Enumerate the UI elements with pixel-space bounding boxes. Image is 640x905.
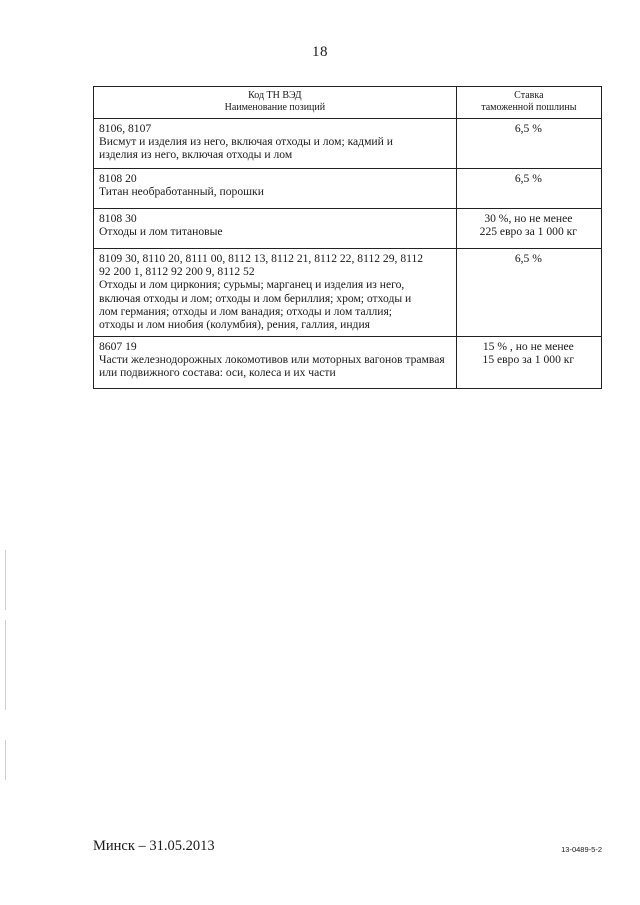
position-name: Висмут и изделия из него, включая отходы и лом; кадмий и <box>99 135 393 149</box>
header-rate-subtitle: таможенной пошлины <box>481 101 577 113</box>
position-name: Отходы и лом титановые <box>99 225 223 239</box>
table-row <box>94 337 602 389</box>
position-name: отходы и лом ниобия (колумбия), рения, галлия, индия <box>99 318 370 332</box>
position-code: 8108 30 <box>99 212 137 225</box>
rate-minimum: 15 евро за 1 000 кг <box>482 353 575 367</box>
position-cell <box>94 209 457 249</box>
position-code-continued: 92 200 1, 8112 92 200 9, 8112 52 <box>99 265 255 279</box>
footer-place-date: Минск – 31.05.2013 <box>93 838 215 854</box>
rate-value: 6,5 % <box>514 172 542 185</box>
header-code-title: Код ТН ВЭД <box>248 90 302 101</box>
table-row <box>94 169 602 209</box>
rate-cell <box>456 119 601 169</box>
rate-cell <box>456 169 601 209</box>
header-name-title: Наименование позиций <box>224 101 326 113</box>
position-cell <box>94 249 457 337</box>
page-number: 18 <box>312 44 328 60</box>
table-header-row <box>94 87 602 119</box>
position-name: лом германия; отходы и лом ванадия; отходы и лом таллия; <box>99 304 393 318</box>
rate-value: 6,5 % <box>514 252 542 265</box>
footer-document-code: 13-0489-5-2 <box>561 845 602 854</box>
rate-minimum: 225 евро за 1 000 кг <box>479 225 578 239</box>
rate-value: 30 %, но не менее <box>484 212 573 225</box>
rate-cell <box>456 209 601 249</box>
header-rate <box>456 87 601 119</box>
rate-value: 15 % , но не менее <box>482 340 574 353</box>
position-code: 8106, 8107 <box>99 122 152 135</box>
position-cell <box>94 169 457 209</box>
position-name: включая отходы и лом; отходы и лом бериллия; хром; отходы и <box>99 291 412 305</box>
position-name: Отходы и лом циркония; сурьмы; марганец и изделия из него, <box>99 278 405 292</box>
rate-value: 6,5 % <box>514 122 542 135</box>
rate-cell <box>456 249 601 337</box>
rate-cell <box>456 337 601 389</box>
position-name: или подвижного состава: оси, колеса и их части <box>99 366 336 380</box>
scan-edge-mark <box>5 620 6 710</box>
header-rate-title: Ставка <box>514 90 544 101</box>
position-code: 8109 30, 8110 20, 8111 00, 8112 13, 8112 21, 8112 22, 8112 29, 8112 <box>99 252 424 265</box>
table-row <box>94 209 602 249</box>
position-code: 8607 19 <box>99 340 137 353</box>
position-name: изделия из него, включая отходы и лом <box>99 148 293 162</box>
tariff-table <box>93 86 602 389</box>
table-row <box>94 119 602 169</box>
position-code: 8108 20 <box>99 172 137 185</box>
table-row <box>94 249 602 337</box>
scan-edge-mark <box>5 550 6 610</box>
header-code-name <box>94 87 457 119</box>
position-name: Части железнодорожных локомотивов или моторных вагонов трамвая <box>99 353 445 367</box>
position-cell <box>94 337 457 389</box>
scan-edge-mark <box>5 740 6 780</box>
position-name: Титан необработанный, порошки <box>99 185 264 199</box>
position-cell <box>94 119 457 169</box>
